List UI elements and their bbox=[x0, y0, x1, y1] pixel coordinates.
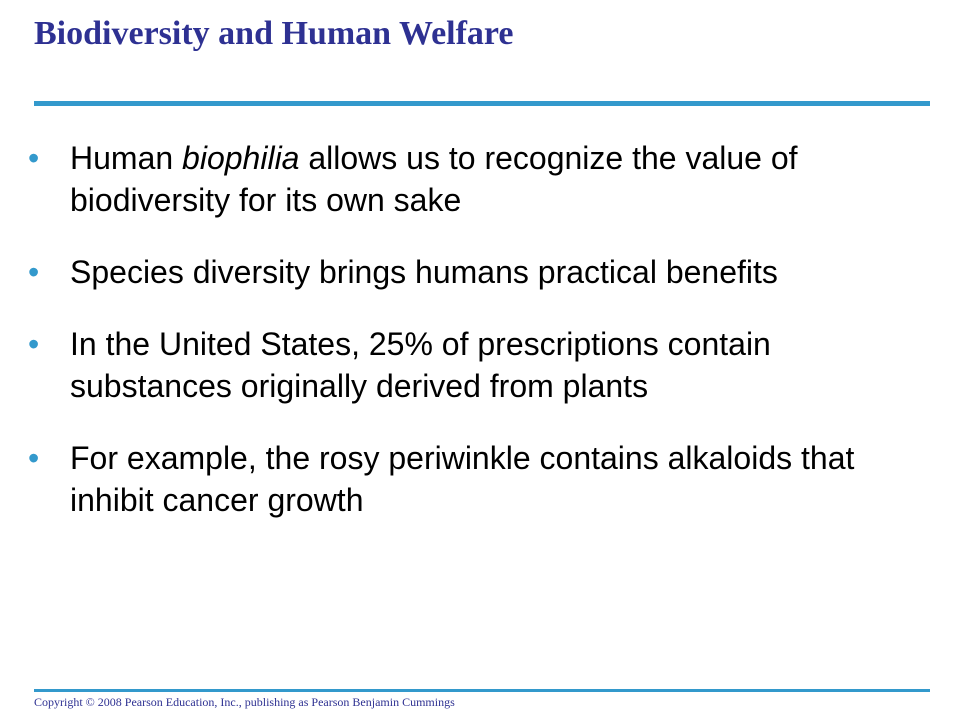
bullet-text bbox=[70, 137, 908, 221]
bullet-text: Species diversity brings humans practical benefits bbox=[70, 254, 778, 290]
bullet-text-part: allows us to recognize the value of biodiversity for its own sake bbox=[70, 140, 798, 218]
bullet-item-practical-benefits bbox=[28, 251, 908, 293]
title-divider bbox=[34, 101, 930, 106]
bullet-text: In the United States, 25% of prescriptions contain substances originally derived from plants bbox=[70, 326, 771, 404]
bullet-list bbox=[28, 137, 908, 521]
bullet-item-rosy-periwinkle bbox=[28, 437, 908, 521]
bullet-glyph: • bbox=[28, 254, 40, 290]
bullet-text-part: Human bbox=[70, 140, 183, 176]
copyright-footer: Copyright © 2008 Pearson Education, Inc., publishing as Pearson Benjamin Cummings bbox=[34, 695, 455, 709]
bullet-emphasis: biophilia bbox=[182, 140, 300, 176]
bullet-item-prescriptions bbox=[28, 323, 908, 407]
bullet-glyph: • bbox=[28, 140, 40, 176]
footer-divider bbox=[34, 689, 930, 692]
bullet-glyph: • bbox=[28, 440, 40, 476]
slide-title: Biodiversity and Human Welfare bbox=[34, 15, 514, 52]
bullet-glyph: • bbox=[28, 326, 40, 362]
bullet-text: For example, the rosy periwinkle contains alkaloids that inhibit cancer growth bbox=[70, 440, 855, 518]
bullet-item-biophilia bbox=[28, 137, 908, 221]
